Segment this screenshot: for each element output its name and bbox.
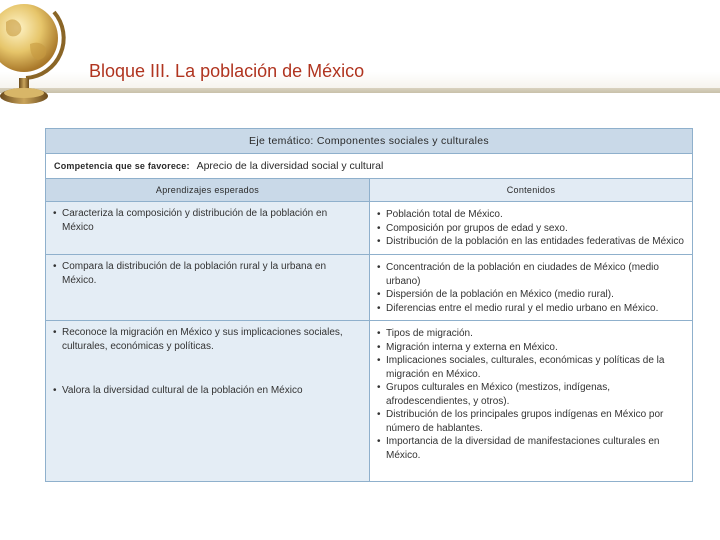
col-header-contenidos: Contenidos <box>370 179 692 201</box>
list-item: • Grupos culturales en México (mestizos, indígenas, afrodescendientes, y otros). <box>376 381 684 408</box>
list-item: • Dispersión de la población en México (medio rural). <box>376 288 684 302</box>
list-item: • Diferencias entre el medio rural y el medio urbano en México. <box>376 302 684 316</box>
list-item: • Valora la diversidad cultural de la población en México <box>52 384 361 398</box>
column-headers <box>46 179 692 202</box>
globe-icon <box>0 0 70 114</box>
competencia-label: Competencia que se favorece: <box>54 161 190 171</box>
list-item: • Implicaciones sociales, culturales, económicas y políticas de la migración en México. <box>376 354 684 381</box>
aprendizajes-cell <box>46 255 370 320</box>
aprendizajes-cell <box>46 321 370 482</box>
list-item: • Migración interna y externa en México. <box>376 341 684 355</box>
list-item: • Población total de México. <box>376 208 684 222</box>
competencia-row <box>46 154 692 179</box>
competencia-value: Aprecio de la diversidad social y cultural <box>196 160 384 172</box>
header-divider <box>0 88 720 93</box>
table-row <box>46 255 692 321</box>
contenidos-cell <box>370 202 692 254</box>
slide-title: Bloque III. La población de México <box>89 61 365 81</box>
aprendizajes-cell <box>46 202 370 254</box>
list-item: • Concentración de la población en ciudades de México (medio urbano) <box>376 261 684 288</box>
list-item: • Tipos de migración. <box>376 327 684 341</box>
table-row <box>46 202 692 255</box>
list-item: • Reconoce la migración en México y sus implicaciones sociales, culturales, económicas y políticas. <box>52 326 361 353</box>
list-item: • Importancia de la diversidad de manifestaciones culturales en México. <box>376 435 684 462</box>
contenidos-cell <box>370 255 692 320</box>
col-header-aprendizajes: Aprendizajes esperados <box>46 179 370 201</box>
content-table <box>45 128 693 482</box>
table-row <box>46 321 692 482</box>
list-item: • Distribución de la población en las entidades federativas de México <box>376 235 684 249</box>
contenidos-cell <box>370 321 692 482</box>
list-item: • Composición por grupos de edad y sexo. <box>376 222 684 236</box>
axis-row: Eje temático: Componentes sociales y culturales <box>46 129 692 154</box>
list-item: • Caracteriza la composición y distribución de la población en México <box>52 207 361 234</box>
list-item: • Compara la distribución de la población rural y la urbana en México. <box>52 260 361 287</box>
list-item: • Distribución de los principales grupos indígenas en México por número de hablantes. <box>376 408 684 435</box>
